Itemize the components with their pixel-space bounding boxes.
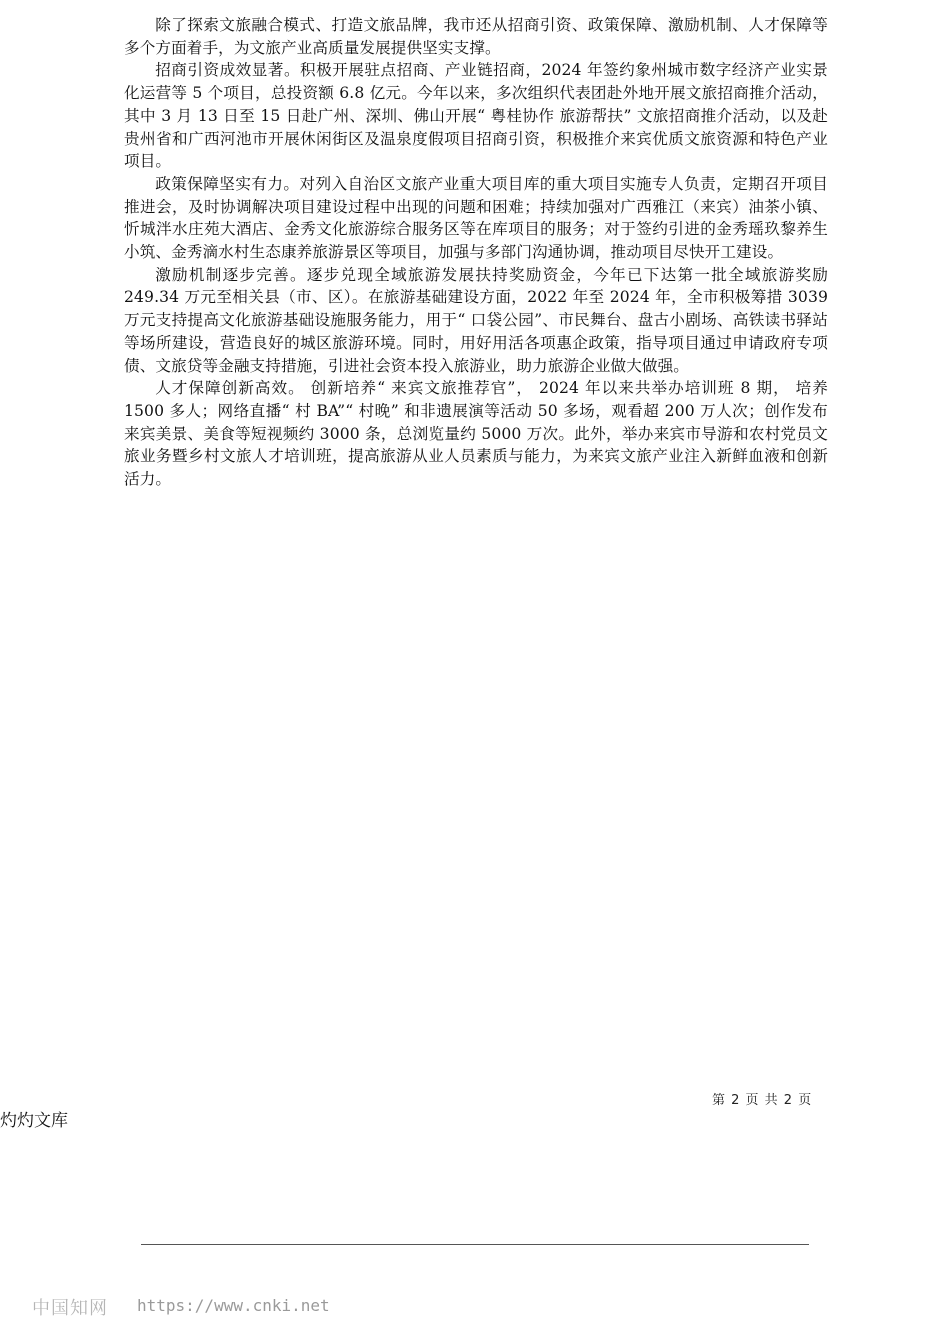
paragraph-policy: 政策保障坚实有力。对列入自治区文旅产业重大项目库的重大项目实施专人负责，定期召开项目推进会，及时协调解决项目建设过程中出现的问题和困难；持续加强对广西雅江（来宾）油茶小镇、忻城泮水庄苑大酒店、金秀文化旅游综合服务区等在库项目的服务；对于签约引进的金秀瑶玖黎养生小筑、金秀滴水村生态康养旅游景区等项目，加强与多部门沟通协调，推动项目尽快开工建设。 [124,174,828,262]
page-number: 第 2 页 共 2 页 [712,1093,813,1108]
paragraph-talent: 人才保障创新高效。 创新培养“ 来宾文旅推荐官”， 2024 年以来共举办培训班 8 期， 培养 1500 多人；网络直播“ 村 BA”“ 村晚” 和非遗展演等活动 50 多场，观看超 200 万人次；创作发布来宾美景、美食等短视频约 3000 条，总浏览量约 5000 万次。此外，举办来宾市导游和农村党员文旅业务暨乡村文旅人才培训班，提高旅游从业人员素质与能力，为来宾文旅产业注入新鲜血液和创新活力。 [124,379,828,489]
paragraph-intro: 除了探索文旅融合模式、打造文旅品牌，我市还从招商引资、政策保障、激励机制、人才保障等多个方面着手，为文旅产业高质量发展提供坚实支撑。 [124,16,828,57]
paragraph-incentive: 激励机制逐步完善。逐步兑现全域旅游发展扶持奖励资金，今年已下达第一批全域旅游奖励 249.34 万元至相关县（市、区）。在旅游基础建设方面，2022 年至 2024 年，全市积极筹措 3039 万元支持提高文化旅游基础设施服务能力，用于“ 口袋公园”、市民舞台、盘古小剧场、高铁读书驿站等场所建设，营造良好的城区旅游环境。同时，用好用活各项惠企政策，指导项目通过申请政府专项债、文旅贷等金融支持措施，引进社会资本投入旅游业，助力旅游企业做大做强。 [124,265,828,375]
library-name: 灼灼文库 [0,1111,68,1131]
cnki-logo: 中国知网 [32,1298,108,1319]
article-body [124,14,828,491]
footer-divider [141,1244,809,1245]
cnki-url-link[interactable]: https://www.cnki.net [137,1296,330,1315]
paragraph-investment: 招商引资成效显著。积极开展驻点招商、产业链招商，2024 年签约象州城市数字经济产业实景化运营等 5 个项目，总投资额 6.8 亿元。今年以来，多次组织代表团赴外地开展文旅招商推介活动，其中 3 月 13 日至 15 日赴广州、深圳、佛山开展“ 粤桂协作 旅游帮扶” 文旅招商推介活动，以及赴贵州省和广西河池市开展休闲街区及温泉度假项目招商引资，积极推介来宾优质文旅资源和特色产业项目。 [124,61,828,171]
